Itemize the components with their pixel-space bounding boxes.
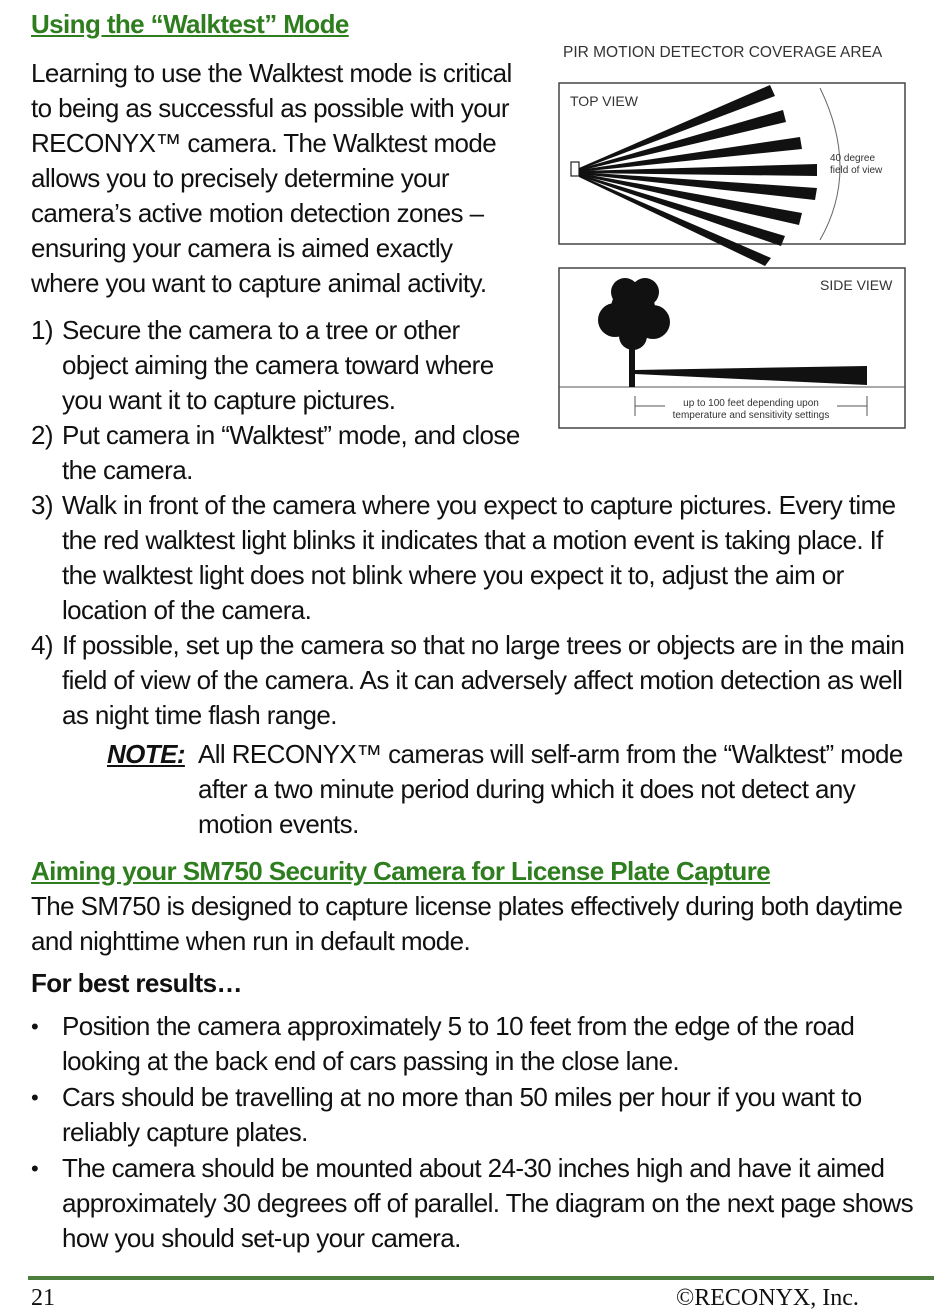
list-item	[31, 1009, 941, 1079]
range-line-text: temperature and sensitivity settings	[672, 410, 830, 421]
step-line: the red walktest light blinks it indicates that a motion event is taking place. If	[62, 525, 883, 555]
step-line: Put camera in “Walktest” mode, and close	[62, 420, 520, 450]
copyright-notice: ©RECONYX, Inc.	[676, 1285, 859, 1311]
intro-line: where you want to capture animal activity.	[31, 268, 487, 298]
license-plate-intro	[31, 889, 941, 959]
intro-line: and nighttime when run in default mode.	[31, 926, 471, 956]
step-line: Walk in front of the camera where you expect to capture pictures. Every time	[62, 490, 896, 520]
bullet-icon: •	[31, 1085, 39, 1110]
top-view-label: TOP VIEW	[570, 93, 638, 109]
step-line: field of view of the camera. As it can adversely affect motion detection as well	[62, 665, 903, 695]
step-line: object aiming the camera toward where	[62, 350, 494, 380]
footer-divider	[28, 1276, 934, 1280]
section-heading-license-plate: Aiming your SM750 Security Camera for License Plate Capture	[31, 856, 771, 886]
best-results-list	[31, 1009, 941, 1257]
bullet-line: approximately 30 degrees off of parallel. The diagram on the next page shows	[62, 1188, 913, 1218]
section-heading-walktest: Using the “Walktest” Mode	[31, 9, 349, 39]
fov-line: field of view	[830, 165, 883, 176]
step-line: you want it to capture pictures.	[62, 385, 396, 415]
step-line: location of the camera.	[62, 595, 312, 625]
step-line: as night time flash range.	[62, 700, 337, 730]
walktest-intro	[31, 56, 551, 301]
figure-title: PIR MOTION DETECTOR COVERAGE AREA	[563, 44, 883, 61]
pir-coverage-diagram	[555, 40, 910, 432]
bullet-line: The camera should be mounted about 24-30 inches high and have it aimed	[62, 1153, 885, 1183]
list-item	[31, 1151, 941, 1256]
note-label: NOTE:	[107, 739, 185, 769]
bullet-line: Cars should be travelling at no more than 50 miles per hour if you want to	[62, 1082, 862, 1112]
step-line: the camera.	[62, 455, 193, 485]
camera-icon	[571, 162, 579, 176]
range-line-text: up to 100 feet depending upon	[683, 398, 819, 409]
bullet-line: how you should set-up your camera.	[62, 1223, 461, 1253]
bullet-line: looking at the back end of cars passing in the close lane.	[62, 1046, 680, 1076]
list-item	[31, 488, 931, 628]
intro-line: to being as successful as possible with your	[31, 93, 509, 123]
note-line: All RECONYX™ cameras will self-arm from the “Walktest” mode	[198, 739, 903, 769]
fov-line: 40 degree	[830, 153, 876, 164]
bullet-icon: •	[31, 1156, 39, 1181]
step-number: 2)	[31, 420, 53, 450]
bullet-icon: •	[31, 1014, 39, 1039]
step-line: Secure the camera to a tree or other	[62, 315, 460, 345]
list-item	[31, 1080, 941, 1150]
step-number: 1)	[31, 315, 53, 345]
step-line: If possible, set up the camera so that no large trees or objects are in the main	[62, 630, 905, 660]
note-line: after a two minute period during which it does not detect any	[198, 774, 856, 804]
bullet-line: Position the camera approximately 5 to 10 feet from the edge of the road	[62, 1011, 855, 1041]
page-number: 21	[31, 1285, 55, 1311]
best-results-heading: For best results…	[31, 968, 242, 998]
bullet-line: reliably capture plates.	[62, 1117, 308, 1147]
intro-line: camera’s active motion detection zones –	[31, 198, 484, 228]
note-line: motion events.	[198, 809, 359, 839]
step-line: the walktest light does not blink where you expect it to, adjust the aim or	[62, 560, 844, 590]
note-text	[198, 737, 938, 842]
intro-line: allows you to precisely determine your	[31, 163, 449, 193]
intro-line: ensuring your camera is aimed exactly	[31, 233, 453, 263]
step-number: 3)	[31, 490, 53, 520]
list-item	[31, 628, 931, 733]
side-view-label: SIDE VIEW	[820, 277, 893, 293]
note-block	[107, 737, 947, 842]
intro-line: RECONYX™ camera. The Walktest mode	[31, 128, 497, 158]
intro-line: Learning to use the Walktest mode is critical	[31, 58, 512, 88]
pir-coverage-figure	[555, 40, 910, 432]
step-number: 4)	[31, 630, 53, 660]
intro-line: The SM750 is designed to capture license plates effectively during both daytime	[31, 891, 903, 921]
